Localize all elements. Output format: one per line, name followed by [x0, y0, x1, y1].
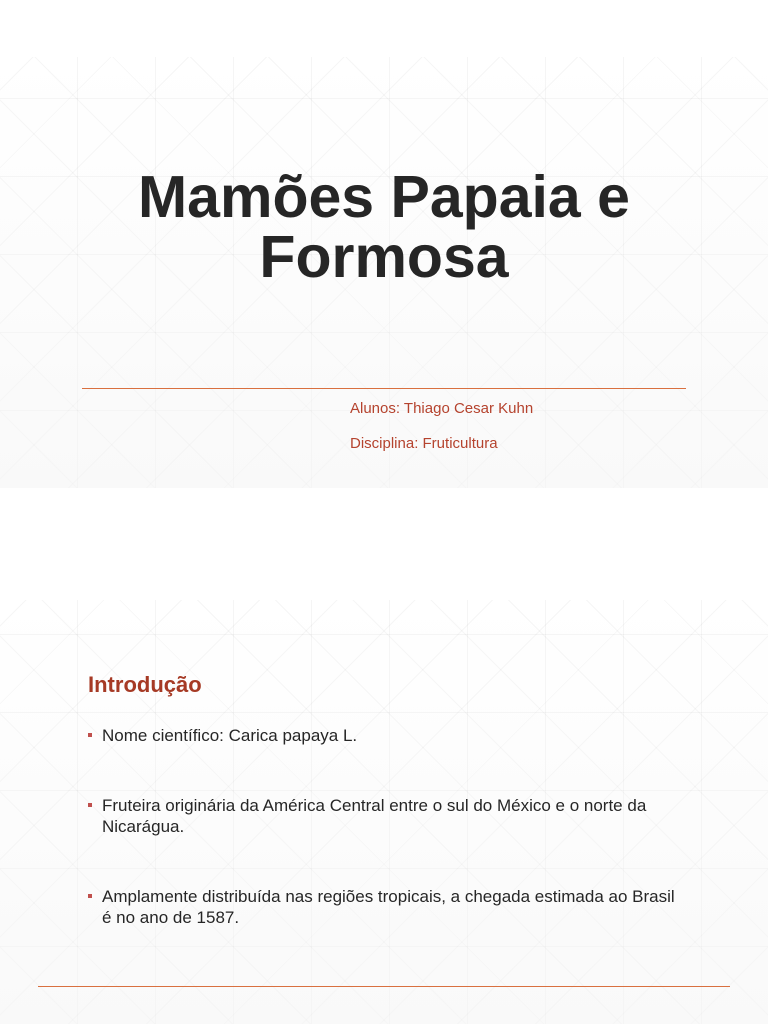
- slide-title: Mamões Papaia e Formosa: [138, 164, 630, 290]
- students-line: Alunos: Thiago Cesar Kuhn: [350, 400, 534, 417]
- slide-heading: Introdução: [88, 672, 202, 697]
- square-bullet-icon: [88, 803, 92, 807]
- title-divider: [82, 388, 686, 389]
- discipline-line: Disciplina: Fruticultura: [350, 435, 498, 452]
- bullet-text: Fruteira originária da América Central entre o sul do México e o norte da Nicarágua.: [102, 796, 647, 836]
- bullet-text: Amplamente distribuída nas regiões tropicais, a chegada estimada ao Brasil é no ano de 1587.: [102, 887, 675, 927]
- introduction-slide: [0, 600, 768, 1024]
- bullet-item: [88, 725, 688, 746]
- bullet-item: [88, 886, 688, 928]
- footer-divider: [38, 986, 730, 987]
- bullet-item: [88, 795, 688, 837]
- bullet-text: Nome científico: Carica papaya L.: [102, 726, 358, 745]
- title-slide: [0, 57, 768, 488]
- square-bullet-icon: [88, 733, 92, 737]
- square-bullet-icon: [88, 894, 92, 898]
